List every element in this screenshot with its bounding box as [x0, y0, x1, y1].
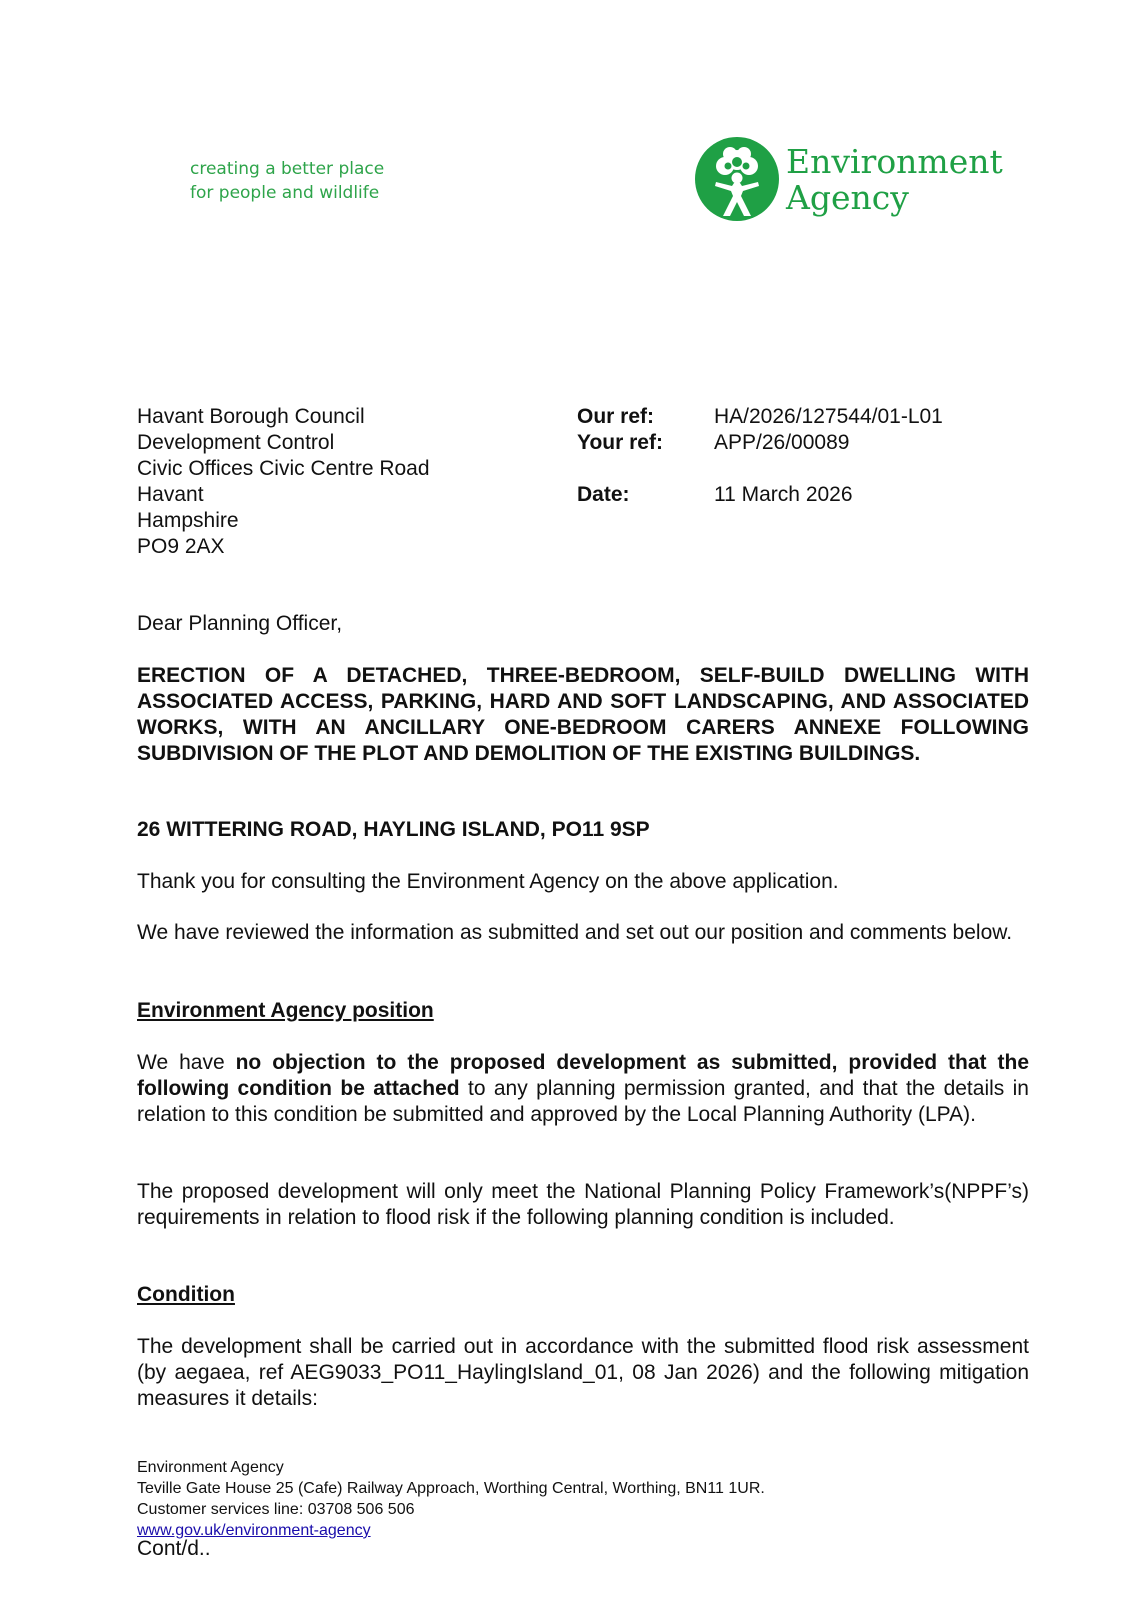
- recipient-line: Havant: [137, 483, 204, 506]
- reviewed-paragraph: We have reviewed the information as submitted and set out our position and comments below.: [137, 921, 1013, 944]
- tagline-line-1: creating a better place: [190, 159, 385, 179]
- condition-paragraph: The development shall be carried out in accordance with the submitted flood risk assessment (by aegaea, ref AEG9033_PO11_HaylingIsland_01, 08 Jan 2026) and the following mitigation measures it details:: [137, 1335, 1029, 1410]
- date-label: Date:: [577, 483, 630, 506]
- nppf-paragraph: The proposed development will only meet the National Planning Policy Framework’s(NPPF’s) requirements in relation to flood risk if the following planning condition is included.: [137, 1180, 1029, 1229]
- footer-website-link[interactable]: www.gov.uk/environment-agency: [137, 1522, 371, 1539]
- site-address: 26 WITTERING ROAD, HAYLING ISLAND, PO11 9SP: [137, 818, 650, 841]
- footer: [137, 1457, 765, 1541]
- logo-text: [786, 144, 1003, 216]
- logo-text-line-2: Agency: [786, 178, 909, 217]
- position-prefix: We have: [137, 1051, 236, 1074]
- date-row: [577, 482, 943, 508]
- recipient-address: [137, 404, 430, 560]
- environment-agency-logo: [694, 136, 1004, 228]
- date-value: 11 March 2026: [714, 483, 853, 506]
- recipient-line: Havant Borough Council: [137, 405, 365, 428]
- thanks-paragraph: Thank you for consulting the Environment Agency on the above application.: [137, 870, 839, 893]
- tree-person-logo-icon: [694, 136, 780, 222]
- our-ref-value: HA/2026/127544/01-L01: [714, 405, 943, 428]
- footer-phone: Customer services line: 03708 506 506: [137, 1501, 415, 1518]
- footer-address: Teville Gate House 25 (Cafe) Railway Approach, Worthing Central, Worthing, BN11 1UR.: [137, 1480, 765, 1497]
- your-ref-row: [577, 430, 943, 456]
- position-bold: no objection to the proposed development as submitted, provided that the following condition be attached: [137, 1051, 1030, 1100]
- condition-heading: Condition: [137, 1283, 235, 1306]
- recipient-line: Hampshire: [137, 509, 239, 532]
- your-ref-label: Your ref:: [577, 431, 663, 454]
- tagline: [190, 157, 384, 205]
- tagline-line-2: for people and wildlife: [190, 183, 380, 203]
- continued-marker: Cont/d..: [137, 1537, 211, 1560]
- your-ref-value: APP/26/00089: [714, 431, 850, 454]
- footer-org: Environment Agency: [137, 1459, 284, 1476]
- position-paragraph: [137, 1050, 1029, 1128]
- logo-text-line-1: Environment: [786, 142, 1003, 181]
- recipient-line: Civic Offices Civic Centre Road: [137, 457, 430, 480]
- our-ref-label: Our ref:: [577, 405, 655, 428]
- position-heading: Environment Agency position: [137, 999, 434, 1022]
- reference-block: [577, 404, 943, 508]
- our-ref-row: [577, 404, 943, 430]
- proposal-title: ERECTION OF A DETACHED, THREE-BEDROOM, SELF-BUILD DWELLING WITH ASSOCIATED ACCESS, PARKING, HARD AND SOFT LANDSCAPING, AND ASSOCIATED WORKS, WITH AN ANCILLARY ONE-BEDROOM CARERS ANNEXE FOLLOWING SUBDIVISION OF THE PLOT AND DEMOLITION OF THE EXISTING BUILDINGS.: [137, 664, 1029, 765]
- recipient-line: PO9 2AX: [137, 535, 225, 558]
- position-suffix: to any planning permission granted, and that the details in relation to this condition be submitted and approved by the Local Planning Authority (LPA).: [137, 1077, 1029, 1126]
- recipient-line: Development Control: [137, 431, 335, 454]
- salutation: Dear Planning Officer,: [137, 612, 343, 635]
